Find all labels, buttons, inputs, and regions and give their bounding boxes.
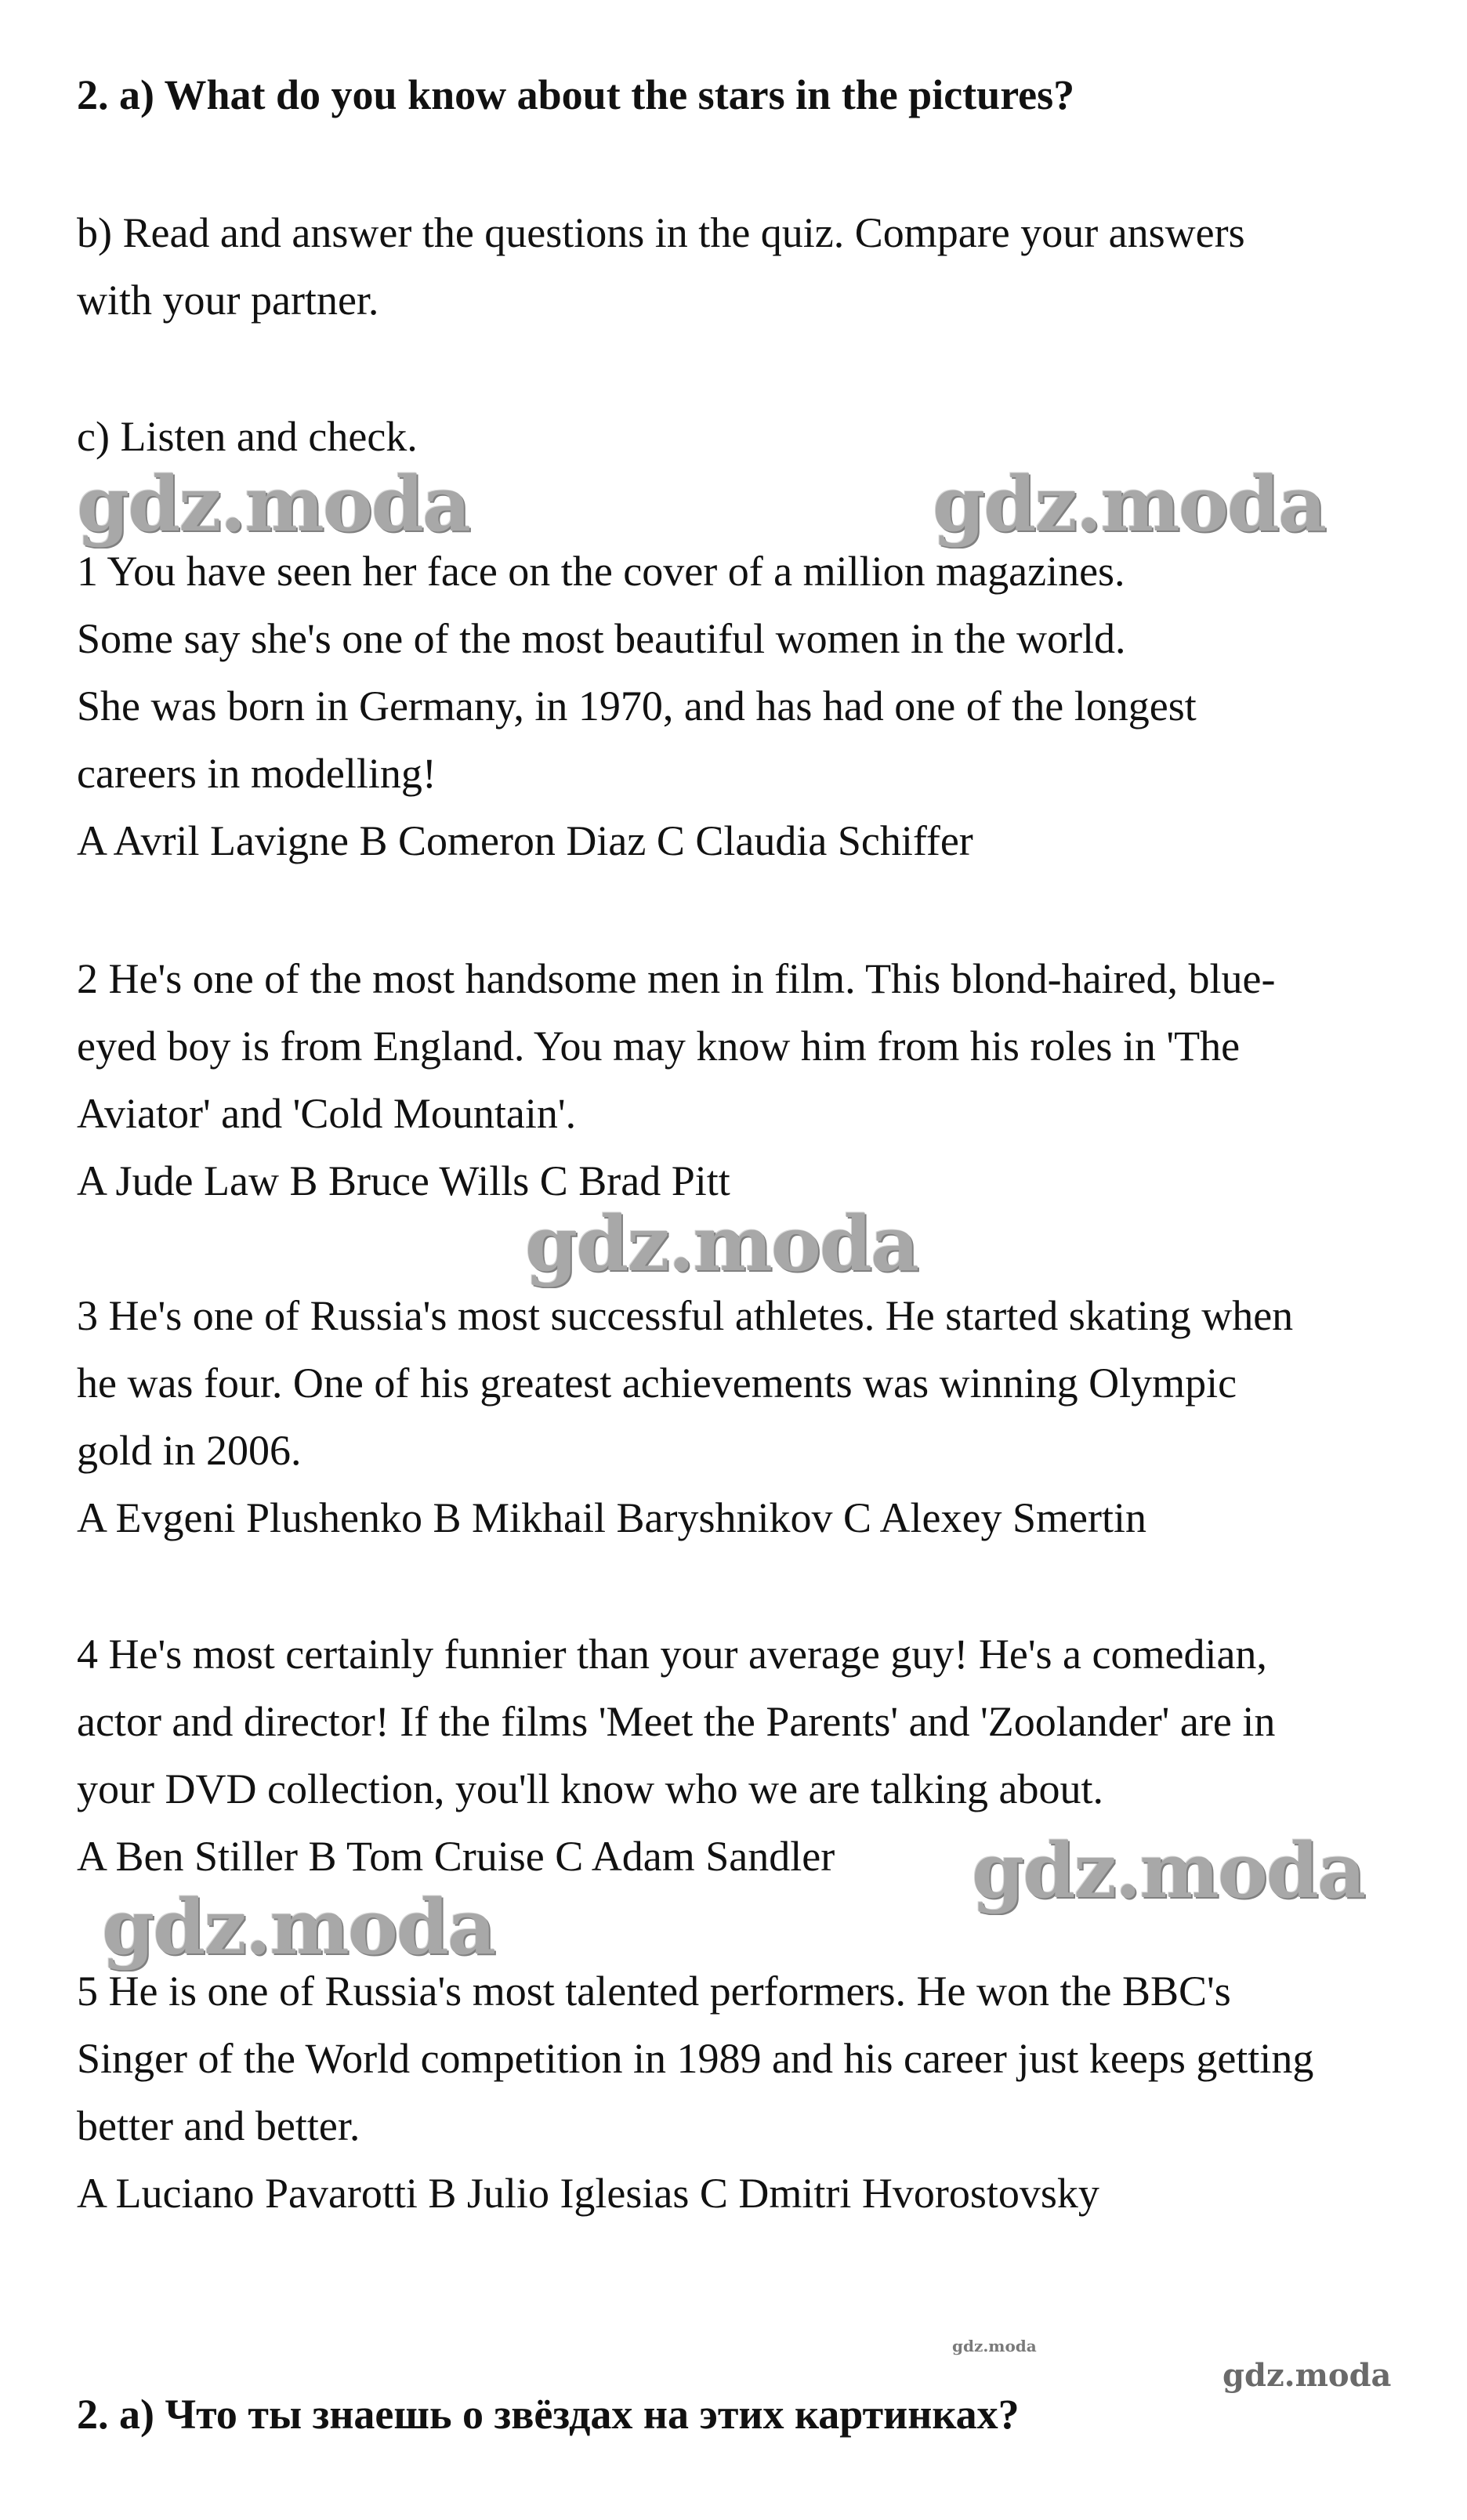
part-c-line: c) Listen and check. (77, 413, 418, 460)
question-5-line-2: Singer of the World competition in 1989 and his career just keeps getting (77, 2035, 1314, 2082)
question-4-line-1: 4 He's most certainly funnier than your average guy! He's a comedian, (77, 1631, 1267, 1678)
question-1-options: A Avril Lavigne B Comeron Diaz C Claudia Schiffer (77, 817, 973, 864)
question-5-options: A Luciano Pavarotti B Julio Iglesias C Dmitri Hvorostovsky (77, 2170, 1099, 2217)
question-1-line-1: 1 You have seen her face on the cover of a million magazines. (77, 548, 1125, 595)
watermark-logo: gdz.moda (525, 1200, 918, 1288)
watermark-medium: gdz.moda (1222, 2357, 1392, 2394)
question-3-options: A Evgeni Plushenko B Mikhail Baryshnikov C Alexey Smertin (77, 1494, 1146, 1541)
watermark-logo: gdz.moda (972, 1827, 1365, 1915)
question-2-line-1: 2 He's one of the most handsome men in film. This blond-haired, blue- (77, 955, 1276, 1002)
question-4-options: A Ben Stiller B Tom Cruise C Adam Sandler (77, 1833, 835, 1880)
question-3-line-3: gold in 2006. (77, 1427, 302, 1474)
part-b-line-1: b) Read and answer the questions in the quiz. Compare your answers (77, 209, 1245, 256)
exercise-heading: 2. a) What do you know about the stars in the pictures? (77, 71, 1075, 118)
question-1-line-3: She was born in Germany, in 1970, and has had one of the longest (77, 682, 1197, 730)
question-1-line-2: Some say she's one of the most beautiful women in the world. (77, 615, 1126, 662)
question-2-line-3: Aviator' and 'Cold Mountain'. (77, 1090, 577, 1137)
watermark-logo: gdz.moda (77, 460, 470, 549)
question-4-line-2: actor and director! If the films 'Meet the Parents' and 'Zoolander' are in (77, 1698, 1276, 1745)
question-2-options: A Jude Law B Bruce Wills C Brad Pitt (77, 1157, 730, 1204)
part-b-line-2: with your partner. (77, 277, 379, 324)
watermark-small: gdz.moda (952, 2337, 1037, 2355)
question-1-line-4: careers in modelling! (77, 750, 436, 797)
question-4-line-3: your DVD collection, you'll know who we are talking about. (77, 1765, 1103, 1812)
question-5-line-1: 5 He is one of Russia's most talented performers. He won the BBC's (77, 1968, 1231, 2015)
translation-heading: 2. а) Что ты знаешь о звёздах на этих картинках? (77, 2391, 1020, 2438)
question-5-line-3: better and better. (77, 2102, 360, 2149)
question-3-line-2: he was four. One of his greatest achievements was winning Olympic (77, 1360, 1237, 1407)
question-3-line-1: 3 He's one of Russia's most successful athletes. He started skating when (77, 1292, 1294, 1339)
watermark-logo: gdz.moda (933, 460, 1326, 549)
question-2-line-2: eyed boy is from England. You may know him from his roles in 'The (77, 1023, 1241, 1070)
watermark-logo: gdz.moda (102, 1883, 495, 1971)
